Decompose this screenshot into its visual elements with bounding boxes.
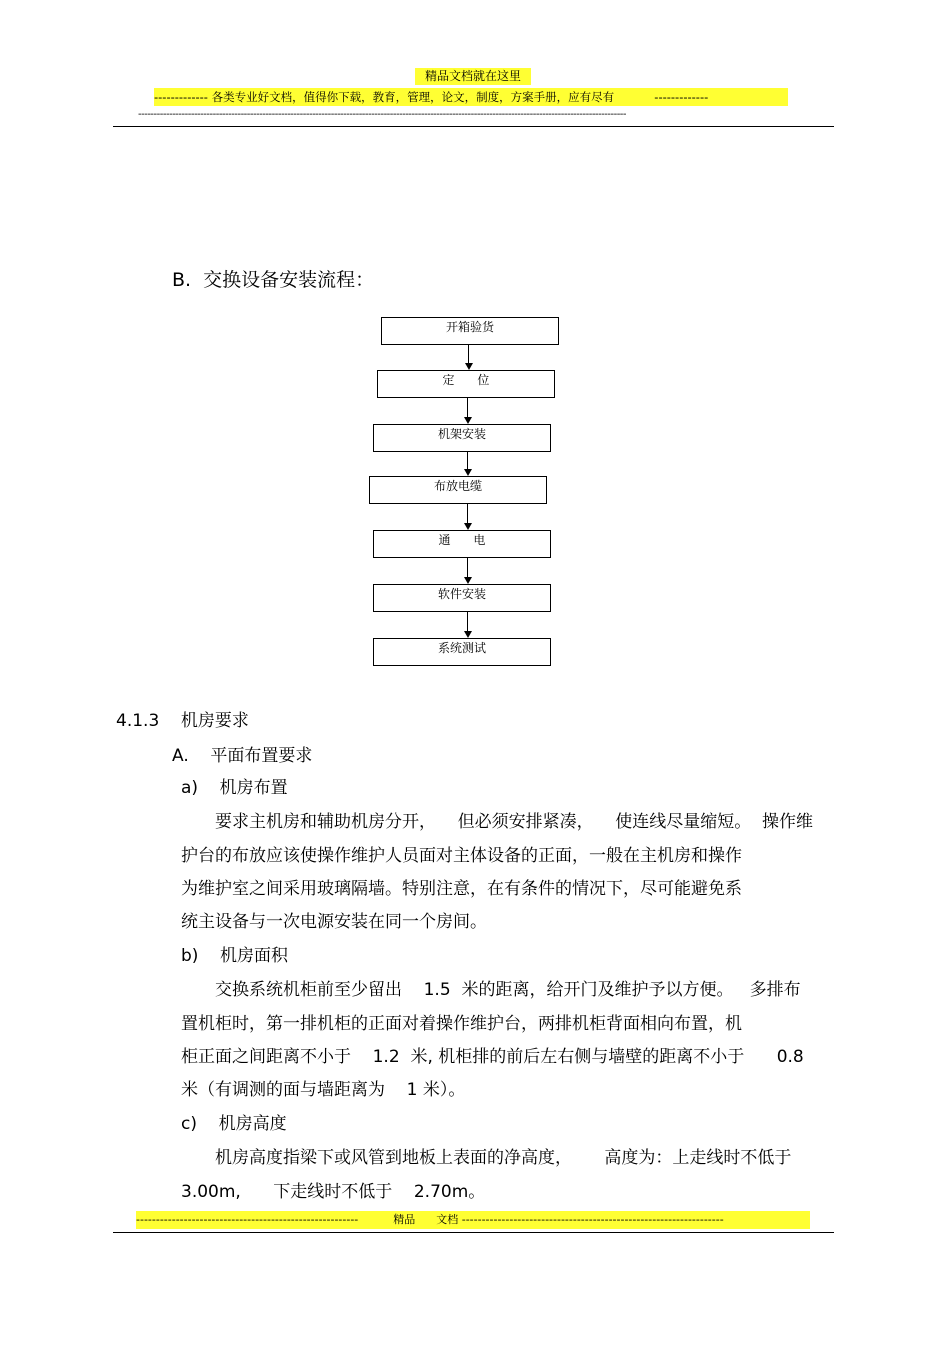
item-c-line: 3.00m, 下走线时不低于 2.70m。 (181, 1182, 486, 1202)
header-tagline: ------------- 各类专业好文档，值得你下载，教育，管理，论文，制度，方案手册，应有尽有 ------------- (154, 88, 788, 106)
item-a-line: 统主设备与一次电源安装在同一个房间。 (181, 912, 487, 932)
item-b-line: 米（有调测的面与墙距离为 1 米）。 (181, 1080, 466, 1100)
section-b-heading: B. 交换设备安装流程： (172, 269, 375, 291)
flow-step: 机架安装 (373, 424, 551, 452)
flow-arrow-head (464, 523, 472, 530)
flow-arrow (467, 452, 468, 469)
item-b-title: b) 机房面积 (181, 946, 289, 966)
item-b-line: 柜正面之间距离不小于 1.2 米, 机柜排的前后左右侧与墙壁的距离不小于 0.8 (181, 1047, 804, 1067)
item-b-line: 置机柜时，第一排机柜的正面对着操作维护台，两排机柜背面相向布置，机 (181, 1014, 742, 1034)
item-a-title: a) 机房布置 (181, 778, 288, 798)
item-c-title: c) 机房高度 (181, 1114, 287, 1134)
flow-arrow (467, 398, 468, 417)
flow-arrow (467, 504, 468, 523)
item-c-line: 机房高度指梁下或风管到地板上表面的净高度， 高度为：上走线时不低于 (215, 1148, 792, 1168)
flow-arrow-head (464, 577, 472, 584)
item-a-line: 护台的布放应该使操作维护人员面对主体设备的正面，一般在主机房和操作 (181, 846, 742, 866)
flow-arrow-head (464, 417, 472, 424)
flow-step: 通 电 (373, 530, 551, 558)
flow-arrow-head (464, 631, 472, 638)
footer-banner: -------------------------------------------------------- 精品 文档 ------------------------------------------------------------------ (136, 1211, 810, 1229)
flow-step: 软件安装 (373, 584, 551, 612)
header-title: 精品文档就在这里 (415, 68, 531, 85)
flow-step: 开箱验货 (381, 317, 559, 345)
flow-step: 定 位 (377, 370, 555, 398)
header-dash-line: ------------------------------------------------------------------------------------------------------------------------------------------------------------- (138, 109, 627, 120)
flow-arrow (467, 612, 468, 631)
item-a-line: 为维护室之间采用玻璃隔墙。特别注意，在有条件的情况下，尽可能避免系 (181, 879, 742, 899)
flow-arrow-head (464, 469, 472, 476)
flow-step: 系统测试 (373, 638, 551, 666)
flow-arrow (467, 558, 468, 577)
flow-arrow (468, 345, 469, 363)
flow-step: 布放电缆 (369, 476, 547, 504)
item-b-line: 交换系统机柜前至少留出 1.5 米的距离，给开门及维护予以方便。 多排布 (215, 980, 801, 1000)
section-413-heading: 4.1.3 机房要求 (116, 711, 249, 731)
item-a-line: 要求主机房和辅助机房分开， 但必须安排紧凑， 使连线尽量缩短。 操作维 (215, 812, 814, 832)
subsection-a-heading: A. 平面布置要求 (172, 746, 313, 766)
footer-rule (113, 1232, 834, 1233)
flow-arrow-head (465, 363, 473, 370)
